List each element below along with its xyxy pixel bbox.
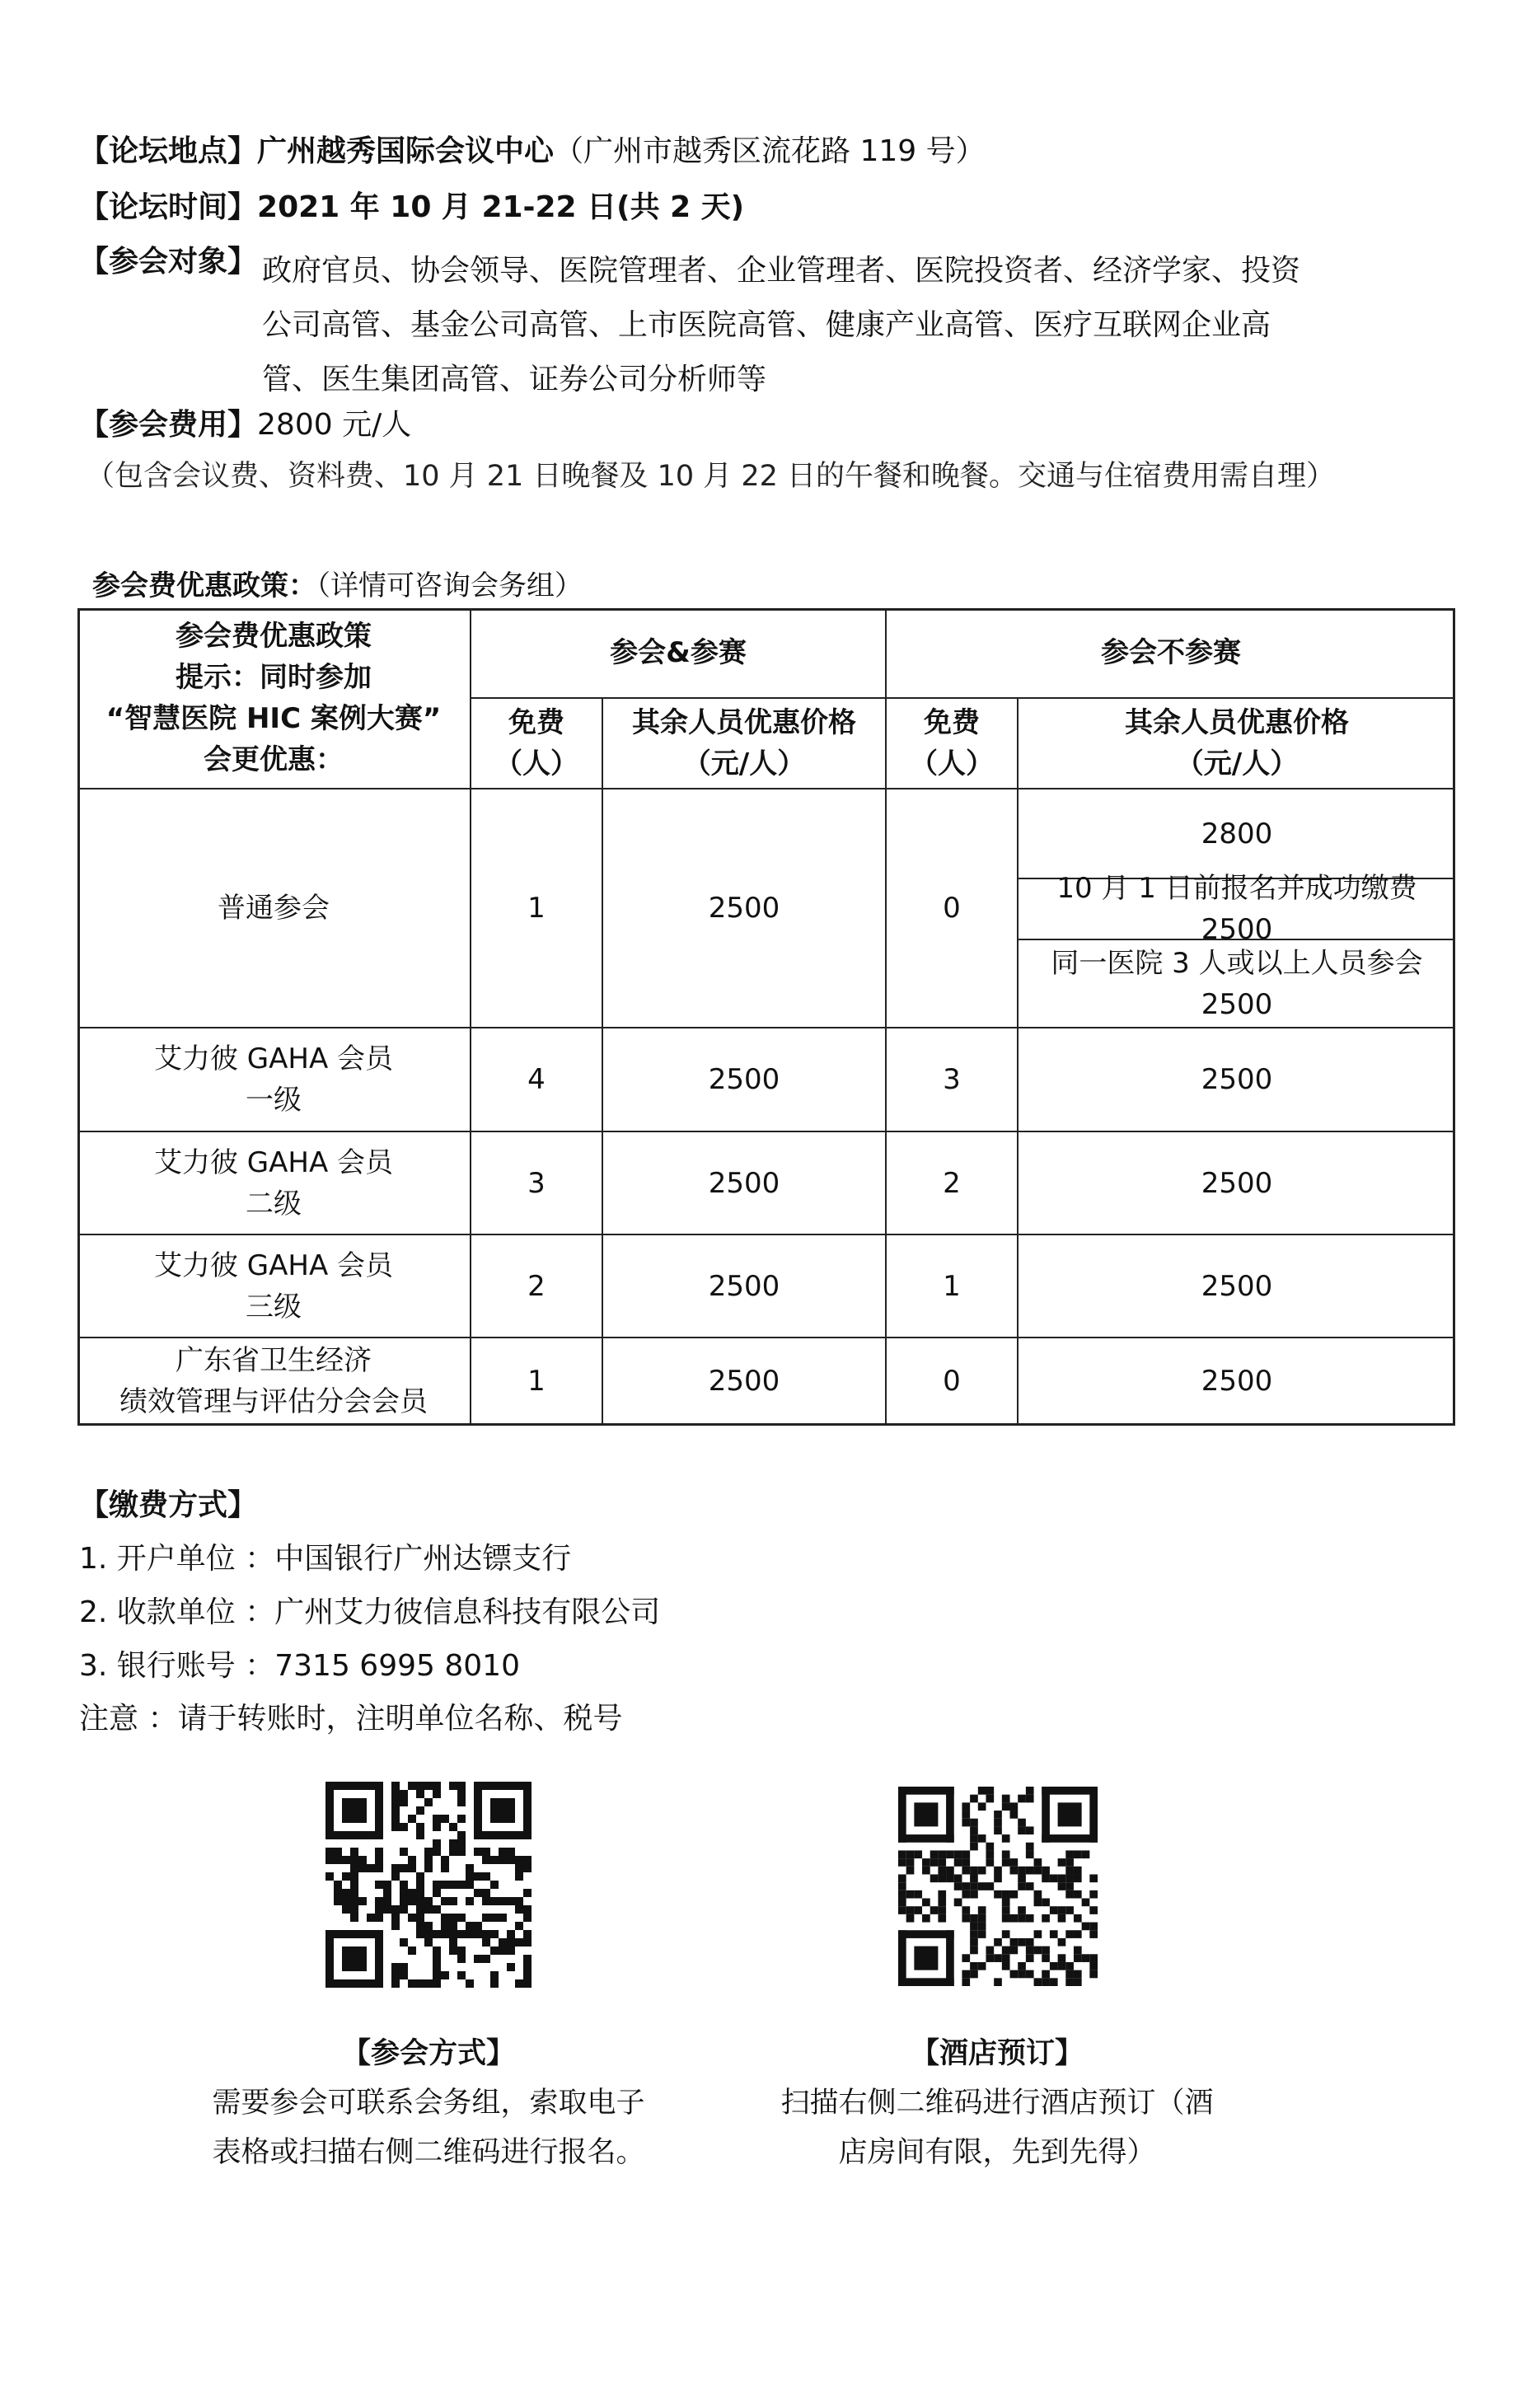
header-price-1 <box>603 699 885 788</box>
policy-heading <box>92 563 583 603</box>
discount-table <box>77 608 1455 1426</box>
row-name-line: 广东省卫生经济 <box>176 1343 372 1377</box>
row-free-1: 1 <box>527 892 546 925</box>
sub-price: 2500 <box>1201 913 1273 946</box>
location-detail: （广州市越秀区流花路 119 号） <box>554 134 986 168</box>
row-name: 普通参会 <box>218 892 330 925</box>
policy-hint: （详情可咨询会务组） <box>316 569 583 602</box>
location-line <box>79 134 986 170</box>
header-text: 其余人员优惠价格 <box>632 706 856 739</box>
fee-note: （包含会议费、资料费、10 月 21 日晚餐及 10 月 22 日的午餐和晚餐。交通与住宿费用需自理） <box>86 460 1336 493</box>
hotel-text-line: 扫描右侧二维码进行酒店预订（酒 <box>780 2087 1214 2120</box>
corner-line: 会更优惠： <box>204 743 344 776</box>
policy-title: 参会费优惠政策： <box>92 569 316 602</box>
audience-line <box>79 244 257 280</box>
payment-item-3: 3. 银行账号 ：7315 6995 8010 <box>79 1649 520 1683</box>
header-text: 免费 <box>924 706 980 739</box>
header-text: （元/人） <box>682 747 806 780</box>
row-free-1: 4 <box>527 1063 546 1096</box>
header-price-2 <box>1019 699 1455 788</box>
row-name <box>77 1235 470 1337</box>
row-name-line: 一级 <box>246 1084 302 1117</box>
row-name <box>77 1338 470 1423</box>
header-text: （元/人） <box>1175 747 1299 780</box>
row-name-line: 艾力彼 GAHA 会员 <box>153 1249 394 1282</box>
corner-line: “智慧医院 HIC 案例大赛” <box>105 702 442 735</box>
row-free-2: 0 <box>943 892 961 925</box>
row-price-2-standard: 2800 <box>1201 817 1273 850</box>
payment-title: 【缴费方式】 <box>79 1488 258 1522</box>
sub-cond: 同一医院 3 人或以上人员参会 <box>1051 946 1423 980</box>
row-price-2: 2500 <box>1201 1364 1273 1398</box>
table-corner-header <box>77 608 470 788</box>
row-price-1: 2500 <box>708 892 780 925</box>
location-label: 【论坛地点】 <box>79 134 258 168</box>
fee-line <box>79 407 411 443</box>
row-free-2: 3 <box>943 1063 961 1096</box>
header-text: 其余人员优惠价格 <box>1125 706 1349 739</box>
row-free-2: 2 <box>943 1166 961 1200</box>
hotel-caption <box>758 2029 1236 2177</box>
audience-line-1: 政府官员、协会领导、医院管理者、企业管理者、医院投资者、经济学家、投资 <box>262 254 1301 288</box>
row-name <box>77 1028 470 1131</box>
payment-item-2: 2. 收款单位 ：广州艾力彼信息科技有限公司 <box>79 1595 661 1629</box>
header-text: （人） <box>910 747 994 780</box>
row-name-line: 绩效管理与评估分会会员 <box>119 1384 428 1418</box>
audience-label: 【参会对象】 <box>79 245 258 279</box>
header-free-2 <box>887 699 1017 788</box>
registration-text-line: 需要参会可联系会务组，索取电子 <box>212 2087 645 2120</box>
payment-note: 注意 ：请于转账时，注明单位名称、税号 <box>79 1702 623 1736</box>
row-price-1: 2500 <box>708 1364 780 1398</box>
row-price-2: 2500 <box>1201 1269 1273 1303</box>
audience-list <box>262 244 1300 407</box>
row-price-2-early <box>1019 872 1455 946</box>
time-line <box>79 190 744 226</box>
header-text: （人） <box>494 747 578 780</box>
row-price-2-group <box>1019 940 1455 1027</box>
time-label: 【论坛时间】 <box>79 190 258 224</box>
sub-cond: 10 月 1 日前报名并成功缴费 <box>1056 872 1417 905</box>
row-name-line: 三级 <box>246 1290 302 1323</box>
fee-value: 2800 元/人 <box>257 408 412 442</box>
header-free-1 <box>471 699 602 788</box>
hotel-title: 【酒店预订】 <box>910 2037 1084 2070</box>
hotel-text-line: 店房间有限，先到先得） <box>838 2136 1156 2169</box>
row-name <box>77 1132 470 1234</box>
row-free-1: 1 <box>527 1364 546 1398</box>
registration-title: 【参会方式】 <box>341 2037 515 2070</box>
hotel-qr-code[interactable] <box>898 1787 1098 1986</box>
row-name-line: 艾力彼 GAHA 会员 <box>153 1145 394 1179</box>
registration-text-line: 表格或扫描右侧二维码进行报名。 <box>212 2136 645 2169</box>
header-text: 免费 <box>508 706 564 739</box>
registration-qr-code[interactable] <box>325 1782 532 1988</box>
audience-line-2: 公司高管、基金公司高管、上市医院高管、健康产业高管、医疗互联网企业高 <box>262 308 1271 342</box>
fee-label: 【参会费用】 <box>79 408 258 442</box>
row-free-1: 3 <box>527 1166 546 1200</box>
registration-caption <box>190 2029 667 2177</box>
row-free-2: 0 <box>943 1364 961 1398</box>
row-price-2: 2500 <box>1201 1063 1273 1096</box>
location-value: 广州越秀国际会议中心 <box>257 134 555 168</box>
row-free-2: 1 <box>943 1269 961 1303</box>
sub-price: 2500 <box>1201 987 1273 1021</box>
row-name-line: 艾力彼 GAHA 会员 <box>153 1042 394 1075</box>
header-attend-only: 参会不参赛 <box>1101 636 1241 669</box>
corner-line: 参会费优惠政策 <box>176 620 372 653</box>
corner-line: 提示：同时参加 <box>176 661 372 694</box>
row-price-1: 2500 <box>708 1269 780 1303</box>
audience-line-3: 管、医生集团高管、证券公司分析师等 <box>262 363 767 396</box>
header-attend-compete: 参会&参赛 <box>610 636 747 669</box>
time-value: 2021 年 10 月 21-22 日(共 2 天) <box>257 190 745 224</box>
payment-item-1: 1. 开户单位 ：中国银行广州达镖支行 <box>79 1542 572 1576</box>
row-free-1: 2 <box>527 1269 546 1303</box>
row-price-1: 2500 <box>708 1063 780 1096</box>
row-price-1: 2500 <box>708 1166 780 1200</box>
row-price-2: 2500 <box>1201 1166 1273 1200</box>
row-name-line: 二级 <box>246 1187 302 1220</box>
